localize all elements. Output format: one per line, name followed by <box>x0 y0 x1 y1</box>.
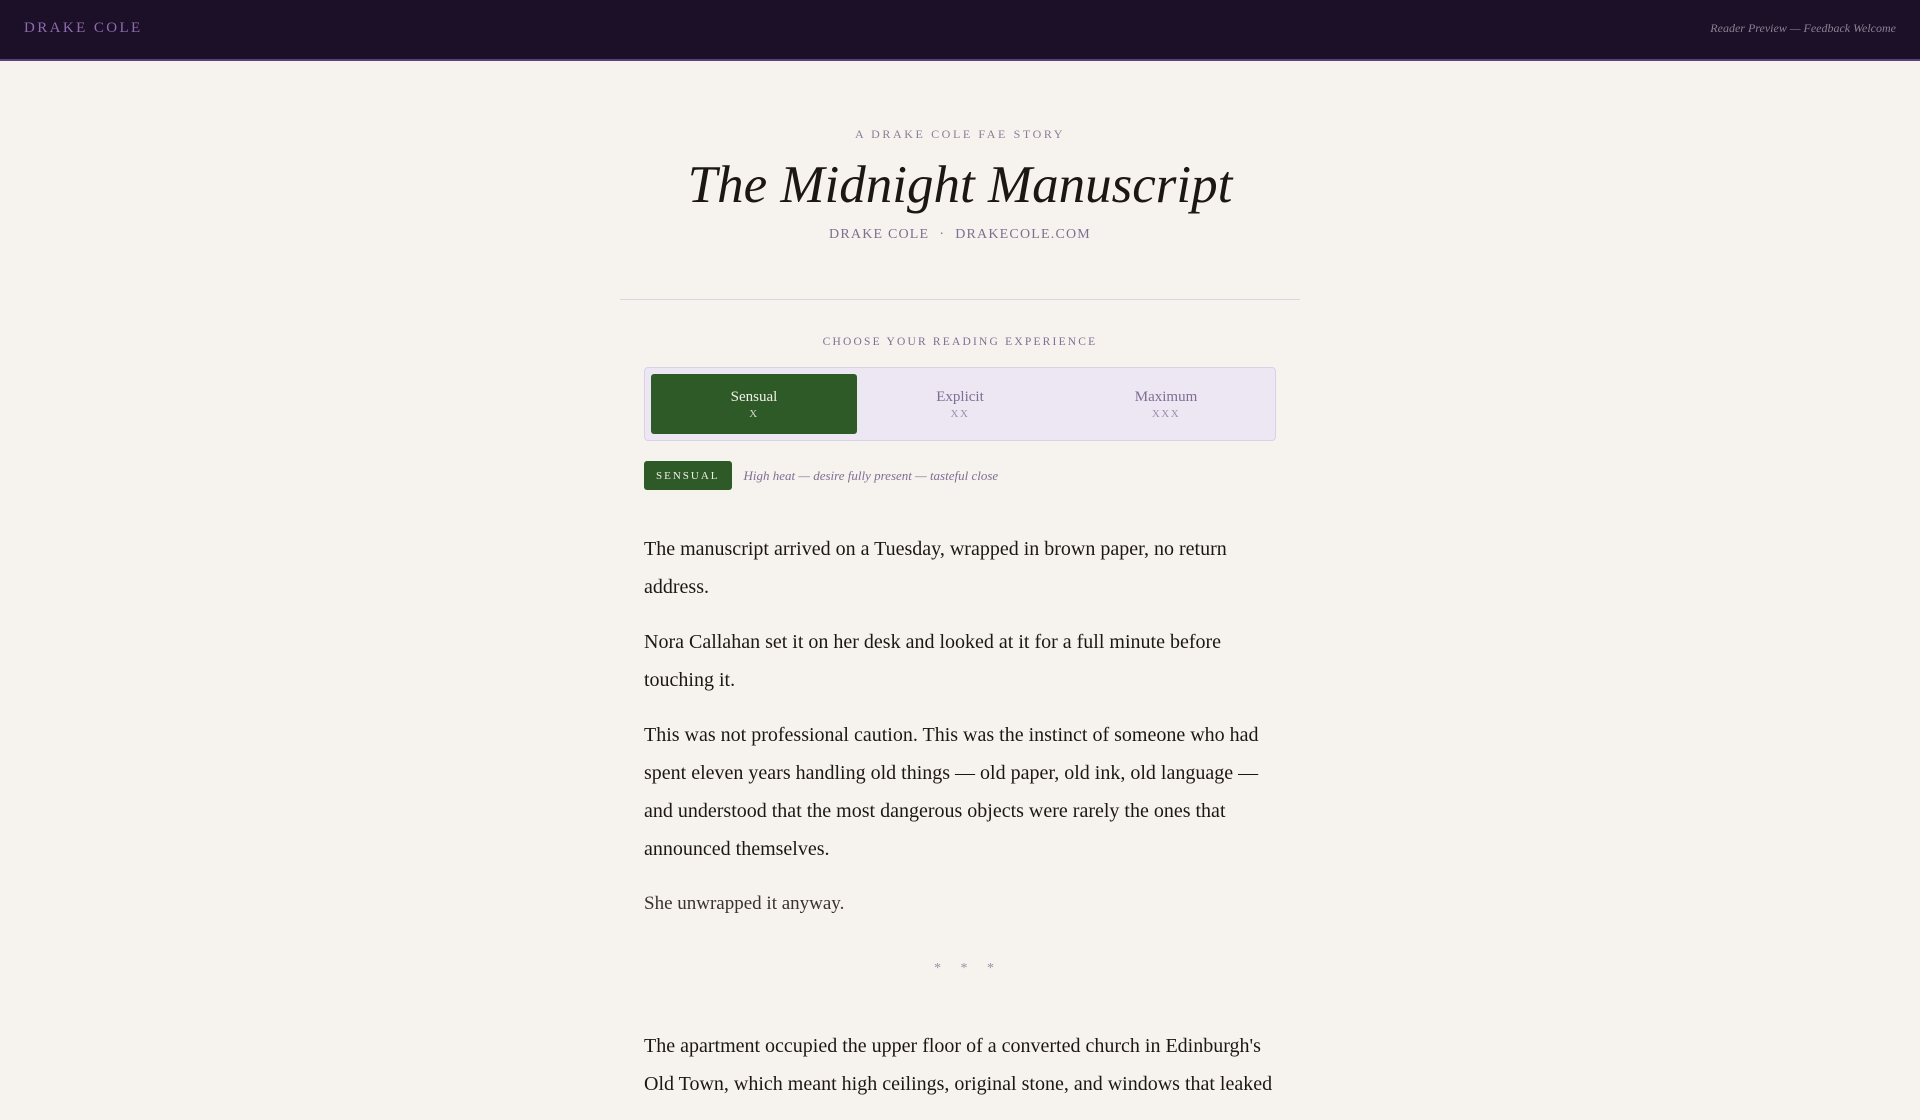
option-explicit[interactable] <box>857 374 1063 434</box>
byline <box>0 227 1920 243</box>
top-bar <box>0 0 1920 61</box>
reading-experience-selector <box>644 367 1276 441</box>
preview-note: Reader Preview — Feedback Welcome <box>1710 21 1896 35</box>
option-level: XX <box>950 408 970 420</box>
option-level: X <box>749 408 759 420</box>
option-sensual[interactable] <box>651 374 857 434</box>
scene-break: * * * <box>934 961 1002 976</box>
option-label: Sensual <box>730 389 778 405</box>
story-header <box>0 61 1920 243</box>
reading-experience-label: CHOOSE YOUR READING EXPERIENCE <box>822 336 1098 348</box>
story-paragraph: Nora Callahan set it on her desk and looked at it for a full minute before touching it. <box>644 631 1222 691</box>
header-divider <box>620 299 1300 300</box>
story-paragraph: This was not professional caution. This was the instinct of someone who had spent eleven years handling old things — old paper, old ink, old language — and understood that the most dangerous objects were rarely the ones that announced themselves. <box>644 724 1259 860</box>
story-eyebrow: A DRAKE COLE FAE STORY <box>854 127 1066 141</box>
option-level: XXX <box>1151 408 1181 420</box>
level-description: High heat — desire fully present — tasteful close <box>743 467 999 483</box>
story-paragraph: The apartment occupied the upper floor of a converted church in Edinburgh's Old Town, which meant high ceilings, original stone, and windows that leaked <box>644 1035 1273 1095</box>
author-name: DRAKE COLE <box>829 227 930 242</box>
option-label: Maximum <box>1134 389 1198 405</box>
story-paragraph: The manuscript arrived on a Tuesday, wrapped in brown paper, no return address. <box>644 538 1227 598</box>
level-badge: SENSUAL <box>644 461 732 490</box>
option-label: Explicit <box>936 389 984 405</box>
option-maximum[interactable] <box>1063 374 1269 434</box>
brand-logo[interactable]: DRAKE COLE <box>24 20 143 36</box>
website-link[interactable]: DRAKECOLE.COM <box>955 227 1091 242</box>
page-title: The Midnight Manuscript <box>687 156 1233 214</box>
current-level-row <box>644 461 998 490</box>
story-paragraph: She unwrapped it anyway. <box>644 893 845 914</box>
byline-separator: · <box>939 227 946 242</box>
story-body <box>644 530 1284 1120</box>
